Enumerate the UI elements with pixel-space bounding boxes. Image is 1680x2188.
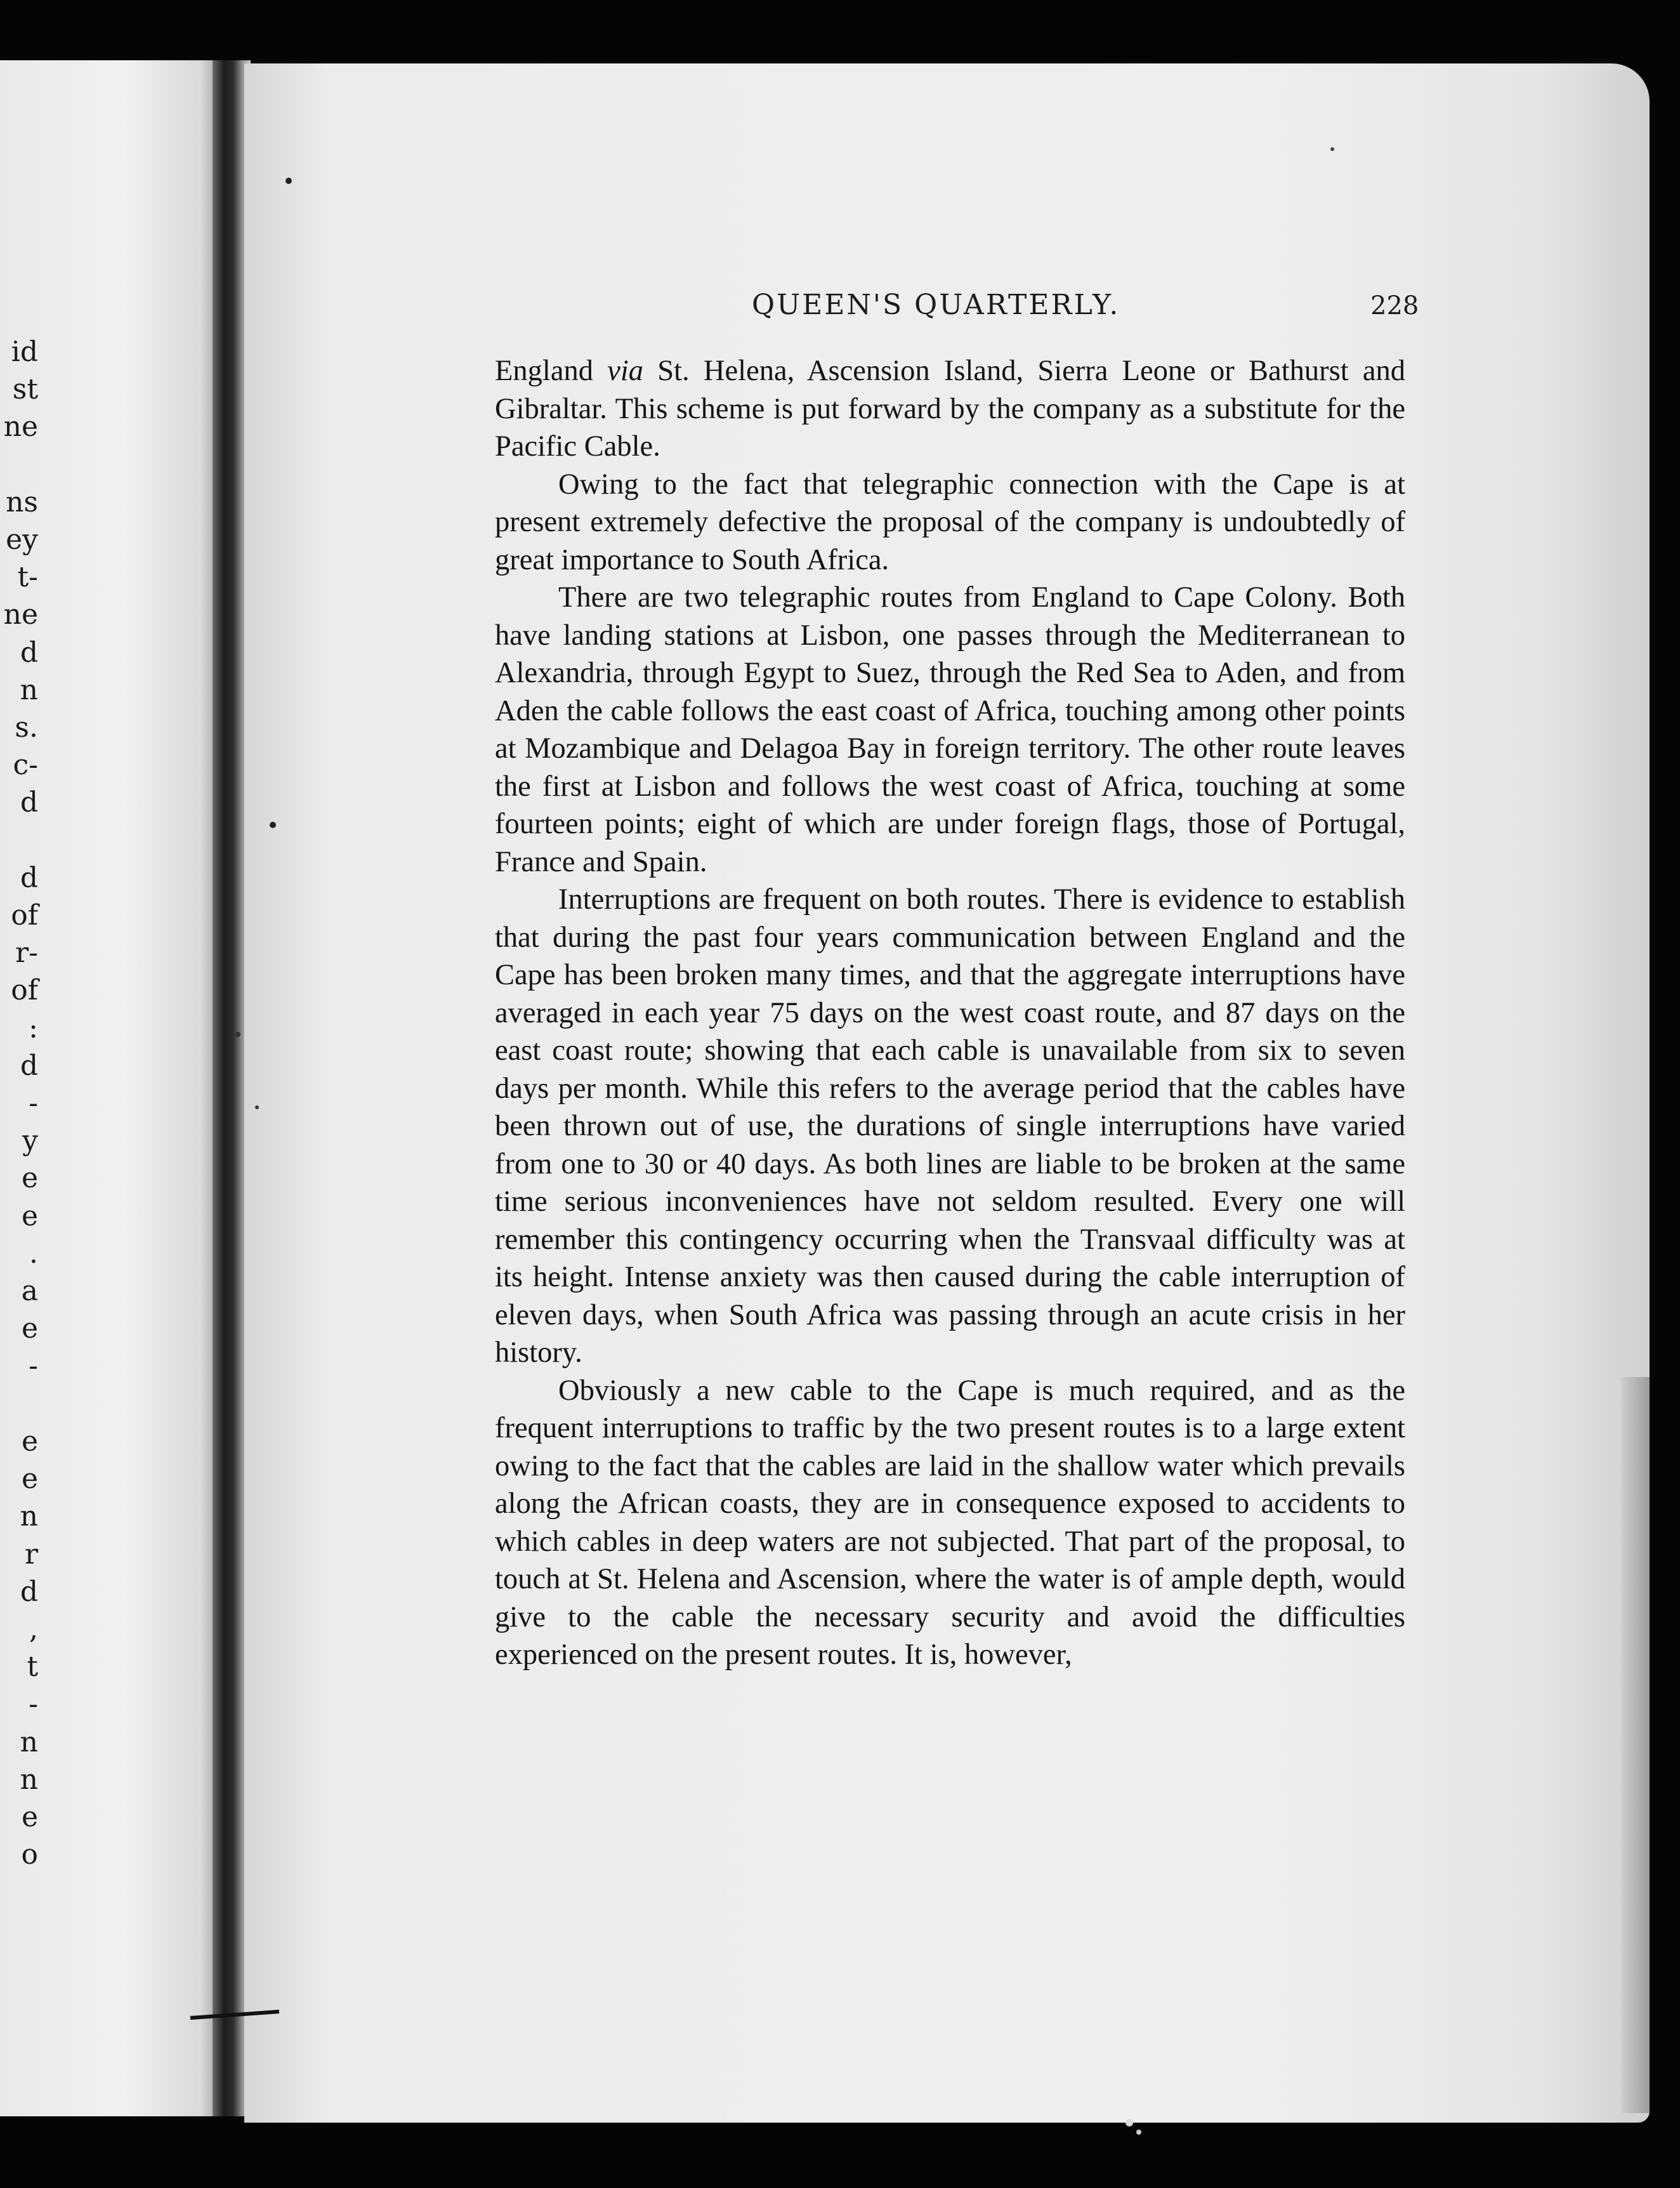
paragraph-1-rest: St. Helena, Ascension Island, Sierra Leone or Bathurst and Gibraltar. This scheme is put forward by the company as a substitute for the Pacific Cable. xyxy=(495,355,1405,463)
running-title: QUEEN'S QUARTERLY. xyxy=(752,289,1120,321)
paragraph-1-emphasis: via xyxy=(607,355,644,387)
page-number: 228 xyxy=(1370,291,1419,320)
left-page-fragment xyxy=(0,60,228,2116)
page-fold-shadow xyxy=(1621,1377,1650,2113)
paragraph-5: Obviously a new cable to the Cape is much required, and as the frequent interruptions to traffic by the two present routes is to a large extent owing to the fact that the cables are laid in the shallow water which prevails along the African coasts, they are in consequence exposed to accidents to which cables in deep waters are not subjected. That part of the proposal, to touch at St. Helena and Ascension, where the water is of ample depth, would give to the cable the necessary security and avoid the difficulties experienced on the present routes. It is, however, xyxy=(495,1374,1405,1671)
paragraph-1 xyxy=(495,352,1405,466)
paragraph-2: Owing to the fact that telegraphic connection with the Cape is at present extremely defective the proposal of the company is undoubtedly of great importance to South Africa. xyxy=(495,468,1405,576)
paragraph-3: There are two telegraphic routes from England to Cape Colony. Both have landing stations at Lisbon, one passes through the Mediterranean to Alexandria, through Egypt to Suez, through the Red Sea to Aden, and from Aden the cable follows the east coast of Africa, touching among other points at Mozambique and Delagoa Bay in foreign territory. The other route leaves the first at Lisbon and follows the west coast of Africa, touching at some fourteen points; eight of which are under foreign flags, those of Portugal, France and Spain. xyxy=(495,581,1405,878)
body-text xyxy=(495,352,1405,1674)
left-page-edge-text: id st ne ns ey t- ne d n s. c- d d of r- of : d - y e e . a e - e e n r d , t - n n e o xyxy=(3,336,38,1871)
running-head xyxy=(244,289,1650,339)
paragraph-1-lead: England xyxy=(495,355,608,387)
speck xyxy=(1136,2130,1141,2135)
paragraph-4: Interruptions are frequent on both routes. There is evidence to establish that during the past four years communication between England and the Cape has been broken many times, and that the aggregate interruptions have averaged in each year 75 days on the west coast route, and 87 days on the east coast route; showing that each cable is unavailable from six to seven days per month. While this refers to the average period that the cables have been thrown out of use, the durations of single interruptions have varied from one to 30 or 40 days. As both lines are liable to be broken at the same time serious inconveniences have not seldom resulted. Every one will remember this contingency occurring when the Transvaal difficulty was at its height. Intense anxiety was then caused during the cable interruption of eleven days, when South Africa was passing through an acute crisis in her history. xyxy=(495,883,1405,1369)
